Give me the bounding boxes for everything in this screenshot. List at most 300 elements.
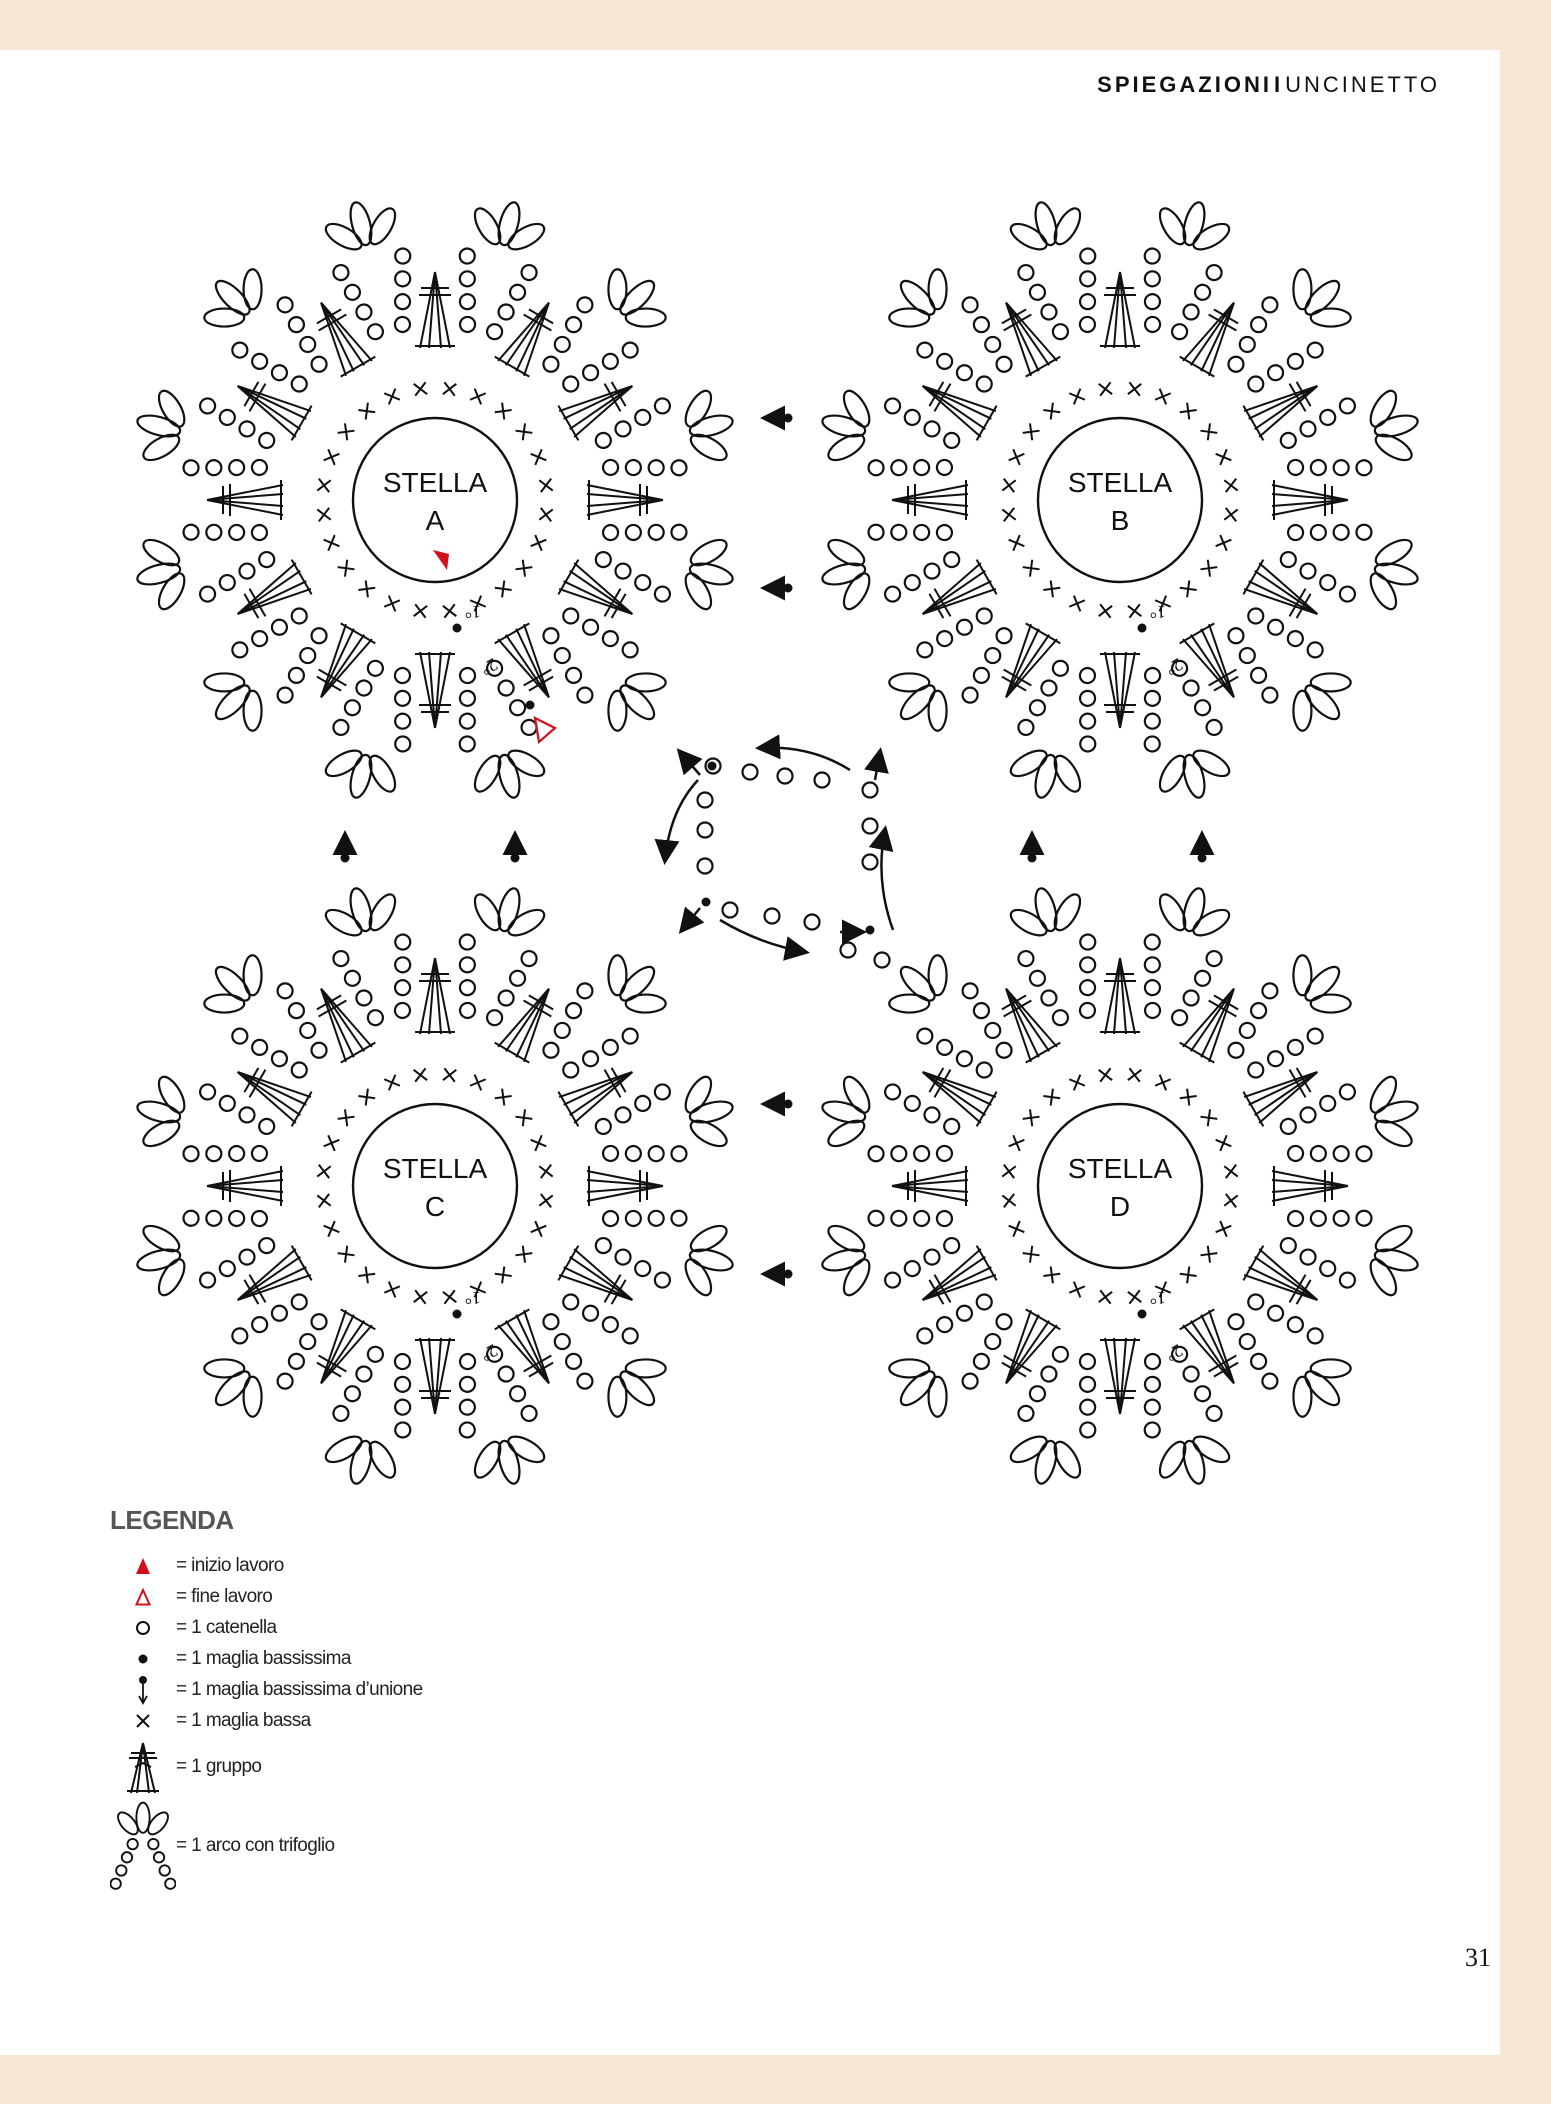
chain-mark (883, 585, 901, 603)
chain-mark (935, 458, 953, 476)
chain-mark (594, 1236, 612, 1254)
chain-mark (1286, 458, 1304, 476)
legend-text: = 1 arco con trifoglio (176, 1835, 335, 1856)
single-crochet-mark (1002, 508, 1015, 521)
chain-mark (366, 1345, 384, 1363)
chain-mark (647, 523, 665, 541)
chain-mark (600, 351, 621, 372)
chain-mark (343, 699, 361, 717)
chain-mark (1259, 685, 1280, 706)
chain-mark (250, 1144, 268, 1162)
single-crochet-mark (414, 382, 427, 395)
chain-mark (1225, 1311, 1246, 1332)
single-crochet-mark (1069, 596, 1085, 612)
cluster-mark (1100, 958, 1140, 1034)
chain-mark (601, 458, 619, 476)
chain-mark (1182, 1365, 1200, 1383)
chain-mark (594, 550, 612, 568)
chain-mark (624, 1209, 642, 1227)
chain-mark (1355, 459, 1373, 477)
legend-item-chain (110, 1612, 710, 1643)
chain-mark (993, 1311, 1014, 1332)
chain-mark (580, 362, 601, 383)
single-crochet-mark (1155, 389, 1171, 405)
single-crochet-mark (1002, 479, 1015, 492)
single-crochet-mark (414, 1290, 427, 1303)
legend-text: = 1 maglia bassa (176, 1709, 311, 1731)
chain-mark (355, 679, 373, 697)
chain-mark (289, 1059, 310, 1080)
chain-mark (890, 523, 908, 541)
legend-text: = 1 gruppo (176, 1756, 262, 1777)
legend-text: = 1 catenella (176, 1616, 277, 1638)
chain-mark (1265, 362, 1286, 383)
chain-mark (903, 1259, 921, 1277)
chain-mark (959, 294, 980, 315)
single-crochet-mark (443, 382, 456, 395)
chain-mark (218, 573, 236, 591)
single-crochet-mark (338, 1246, 355, 1263)
single-crochet-mark (1200, 560, 1217, 577)
chain-mark (580, 1048, 601, 1069)
single-crochet-mark (384, 596, 400, 612)
single-crochet-mark (1180, 403, 1197, 420)
chain-mark (841, 943, 856, 958)
chain-mark (1279, 431, 1297, 449)
chain-mark (274, 294, 295, 315)
chain-mark (1143, 247, 1161, 265)
chain-mark (552, 1331, 573, 1352)
chain-mark (540, 1311, 561, 1332)
slip-stitch-mark (702, 898, 711, 907)
chain-mark (867, 1209, 885, 1227)
chain-mark (1143, 292, 1161, 310)
chain-mark (620, 639, 641, 660)
legend-item-sc (110, 1705, 710, 1736)
chain-mark (289, 373, 310, 394)
direction-arrow (680, 752, 700, 775)
chain-mark (1205, 718, 1223, 736)
chain-mark (458, 270, 476, 288)
star-letter-label: D (1109, 1191, 1131, 1222)
round-label: 2° (477, 654, 502, 680)
chain-mark (274, 1371, 295, 1392)
chain-mark (286, 1351, 307, 1372)
slip-stitch-mark (1138, 624, 1147, 633)
chain-mark (205, 1209, 223, 1227)
chain-mark (332, 718, 350, 736)
chain-mark (332, 1404, 350, 1422)
chain-mark (250, 523, 268, 541)
header-separator: I (1273, 72, 1284, 97)
chain-mark (1028, 699, 1046, 717)
single-crochet-mark (317, 1194, 330, 1207)
chain-mark (343, 283, 361, 301)
chain-mark (574, 1371, 595, 1392)
chain-mark (959, 685, 980, 706)
star-letter-label: B (1110, 505, 1130, 536)
chain-mark (601, 1144, 619, 1162)
chain-mark (218, 1259, 236, 1277)
chain-mark (458, 1375, 476, 1393)
chain-mark (458, 978, 476, 996)
chain-mark (1225, 625, 1246, 646)
chain-mark (867, 1145, 885, 1163)
chain-mark (1225, 354, 1246, 375)
cluster-mark (1100, 272, 1140, 348)
chain-mark (485, 1009, 503, 1027)
chain-mark (890, 1209, 908, 1227)
chain-mark (934, 1037, 955, 1058)
page-number: 31 (1465, 1943, 1491, 1972)
chain-mark (1182, 303, 1200, 321)
single-crochet-mark (414, 604, 427, 617)
chain-mark (1079, 247, 1097, 265)
chain-mark (974, 605, 995, 626)
round-label: 1° (464, 602, 481, 622)
single-crochet-mark (317, 479, 330, 492)
chain-mark (601, 523, 619, 541)
single-crochet-mark (1009, 1135, 1025, 1151)
chain-mark (1309, 458, 1327, 476)
chain-mark (993, 1040, 1014, 1061)
legend-text: = inizio lavoro (176, 1554, 284, 1576)
single-crochet-mark (1128, 1068, 1141, 1081)
cluster-mark (415, 652, 455, 728)
chain-mark (594, 431, 612, 449)
chain-mark (1143, 666, 1161, 684)
chain-mark (1143, 956, 1161, 974)
single-crochet-mark (1224, 508, 1237, 521)
chain-mark (1237, 1020, 1258, 1041)
single-crochet-mark (1043, 1089, 1060, 1106)
chain-mark (227, 1209, 245, 1227)
chain-mark (508, 283, 526, 301)
chain-mark (1319, 1094, 1337, 1112)
chain-mark (1309, 1144, 1327, 1162)
join-slip-stitch-mark (341, 854, 350, 863)
single-crochet-mark (1099, 1068, 1112, 1081)
chain-mark (923, 1106, 941, 1124)
cluster-mark (587, 1166, 663, 1206)
chain-mark (520, 1404, 538, 1422)
chain-mark (863, 783, 878, 798)
chain-mark (497, 303, 515, 321)
chain-mark (458, 1352, 476, 1370)
single-crochet-mark (358, 1266, 375, 1283)
star-center-ring (1038, 418, 1202, 582)
chain-mark (1182, 989, 1200, 1007)
chain-mark (229, 639, 250, 660)
chain-mark (1319, 1259, 1337, 1277)
chain-mark (238, 420, 256, 438)
chain-mark (1205, 1404, 1223, 1422)
chain-mark (1028, 969, 1046, 987)
cluster-mark (587, 480, 663, 520)
chain-mark (229, 1025, 250, 1046)
join-slip-stitch-mark (511, 854, 520, 863)
chain-mark (485, 323, 503, 341)
join-slip-stitch-mark (784, 1270, 793, 1279)
chain-mark (1078, 1001, 1096, 1019)
chain-mark (227, 1144, 245, 1162)
chain-mark (1040, 989, 1058, 1007)
join-slip-stitch-mark (784, 584, 793, 593)
single-crochet-mark (1128, 604, 1141, 617)
single-crochet-mark (515, 1246, 532, 1263)
chain-mark (815, 773, 830, 788)
chain-mark (508, 1385, 526, 1403)
single-crochet-mark (1224, 479, 1237, 492)
chain-mark (647, 458, 665, 476)
chain-mark (198, 1271, 216, 1289)
chain-mark (393, 956, 411, 974)
chain-mark (1143, 689, 1161, 707)
chain-mark (458, 247, 476, 265)
chain-mark (1079, 1421, 1097, 1439)
chain-mark (954, 1303, 975, 1324)
chain-mark (508, 699, 526, 717)
chain-mark (647, 1144, 665, 1162)
chain-mark (393, 666, 411, 684)
chain-mark (458, 735, 476, 753)
single-crochet-mark (384, 1075, 400, 1091)
chain-mark (393, 270, 411, 288)
chain-mark (1338, 585, 1356, 603)
chain-mark (982, 334, 1003, 355)
cluster-mark (1100, 1338, 1140, 1414)
single-crochet-mark (1180, 580, 1197, 597)
star-letter-label: A (425, 505, 445, 536)
direction-arrow (665, 780, 698, 860)
single-crochet-mark (317, 1165, 330, 1178)
chain-mark (1079, 735, 1097, 753)
chain-mark (540, 354, 561, 375)
chain-mark (1017, 263, 1035, 281)
chain-mark (250, 1209, 268, 1227)
single-crochet-mark (495, 1089, 512, 1106)
chain-mark (227, 458, 245, 476)
chain-mark (393, 1001, 411, 1019)
chain-mark (1028, 1385, 1046, 1403)
chain-mark (923, 562, 941, 580)
chain-mark (1248, 314, 1269, 335)
chain-mark (289, 1291, 310, 1312)
direction-arrow (881, 830, 893, 930)
join-slip-stitch-icon (110, 1675, 176, 1705)
chain-mark (393, 712, 411, 730)
single-crochet-mark (1023, 1109, 1040, 1126)
chain-mark (1286, 523, 1304, 541)
chain-mark (458, 933, 476, 951)
single-crochet-mark (1224, 1165, 1237, 1178)
chain-mark (971, 314, 992, 335)
chain-mark (1040, 303, 1058, 321)
star-center-ring (353, 1104, 517, 1268)
chain-mark (1319, 408, 1337, 426)
chain-mark (1332, 458, 1350, 476)
single-crochet-mark (515, 1109, 532, 1126)
chain-mark (458, 1421, 476, 1439)
chain-mark (366, 1009, 384, 1027)
legend-text: = fine lavoro (176, 1585, 273, 1607)
chain-mark (297, 1020, 318, 1041)
chain-mark (993, 354, 1014, 375)
chain-mark (394, 933, 412, 951)
chain-mark (366, 323, 384, 341)
round-label: 1° (1149, 1288, 1166, 1308)
chain-mark (935, 523, 953, 541)
chain-mark (971, 1000, 992, 1021)
legend-item-start (110, 1550, 710, 1581)
single-crochet-mark (1043, 580, 1060, 597)
chain-mark (943, 431, 961, 449)
chain-mark (332, 263, 350, 281)
cluster-mark (1100, 652, 1140, 728)
chain-mark (355, 303, 373, 321)
chain-mark (560, 373, 581, 394)
star-d (812, 878, 1428, 1494)
single-crochet-mark (1043, 1266, 1060, 1283)
cluster-mark (207, 1166, 283, 1206)
chain-mark (1078, 689, 1096, 707)
chain-mark (249, 1037, 270, 1058)
chain-mark (1143, 1375, 1161, 1393)
chain-mark (182, 1145, 200, 1163)
chain-mark (1259, 980, 1280, 1001)
chain-mark (723, 903, 738, 918)
chain-mark (614, 1106, 632, 1124)
single-crochet-mark (338, 423, 355, 440)
single-crochet-mark (443, 604, 456, 617)
chain-mark (560, 1291, 581, 1312)
chain-mark (1040, 1365, 1058, 1383)
chain-mark (867, 459, 885, 477)
chain-mark (1338, 397, 1356, 415)
chain-mark (355, 989, 373, 1007)
single-crochet-mark (358, 580, 375, 597)
single-crochet-mark (324, 1221, 340, 1237)
single-crochet-mark (515, 423, 532, 440)
star-letter-label: C (424, 1191, 446, 1222)
chain-icon (110, 1620, 176, 1636)
single-crochet-mark (1216, 1135, 1232, 1151)
chain-mark (875, 953, 890, 968)
single-crochet-mark (443, 1290, 456, 1303)
chain-mark (867, 523, 885, 541)
chain-mark (1143, 712, 1161, 730)
chain-mark (1285, 628, 1306, 649)
chain-mark (308, 1311, 329, 1332)
trefoil-arch-icon (110, 1798, 176, 1894)
chain-mark (458, 956, 476, 974)
chain-mark (269, 617, 290, 638)
chain-mark (393, 1375, 411, 1393)
chain-mark (274, 980, 295, 1001)
chain-mark (1259, 294, 1280, 315)
single-crochet-mark (470, 389, 486, 405)
chain-mark (1143, 270, 1161, 288)
chain-mark (1205, 263, 1223, 281)
single-crochet-mark (470, 1075, 486, 1091)
single-crochet-mark (539, 1165, 552, 1178)
chain-mark (286, 314, 307, 335)
chain-mark (1305, 1025, 1326, 1046)
join-slip-stitch-mark (784, 1100, 793, 1109)
chain-mark (971, 665, 992, 686)
chain-mark (249, 1314, 270, 1335)
legend-text: = 1 maglia bassissima d’unione (176, 1678, 423, 1700)
chain-mark (574, 980, 595, 1001)
chain-mark (458, 292, 476, 310)
chain-mark (971, 1351, 992, 1372)
chain-mark (1286, 1144, 1304, 1162)
single-crochet-mark (1043, 403, 1060, 420)
chain-mark (205, 523, 223, 541)
chain-mark (1193, 1385, 1211, 1403)
chain-mark (1078, 666, 1096, 684)
chain-mark (1078, 978, 1096, 996)
chain-mark (1205, 949, 1223, 967)
chain-mark (1279, 550, 1297, 568)
chain-mark (458, 315, 476, 333)
single-crochet-mark (324, 449, 340, 465)
chain-mark (614, 420, 632, 438)
legend-item-join (110, 1674, 710, 1705)
chain-mark (698, 859, 713, 874)
cluster-mark (415, 1338, 455, 1414)
single-crochet-mark (1180, 1266, 1197, 1283)
chain-mark (393, 1398, 411, 1416)
star-c (127, 878, 743, 1494)
chain-mark (653, 1083, 671, 1101)
direction-arrow (720, 920, 805, 952)
cluster-mark (415, 958, 455, 1034)
chain-mark (258, 550, 276, 568)
chain-mark (1248, 665, 1269, 686)
single-crochet-mark (1069, 389, 1085, 405)
chain-mark (923, 1248, 941, 1266)
single-crochet-mark (1216, 449, 1232, 465)
star-a (127, 192, 743, 808)
chain-mark (1279, 1236, 1297, 1254)
chain-mark (1017, 718, 1035, 736)
chain-mark (238, 1106, 256, 1124)
chain-mark (1332, 1144, 1350, 1162)
chain-mark (954, 362, 975, 383)
chain-mark (1028, 283, 1046, 301)
chain-mark (954, 1048, 975, 1069)
chain-mark (620, 339, 641, 360)
chain-mark (249, 628, 270, 649)
single-crochet-mark (414, 1068, 427, 1081)
chain-mark (1143, 735, 1161, 753)
chain-mark (778, 769, 793, 784)
chain-mark (1299, 1248, 1317, 1266)
chain-mark (1305, 339, 1326, 360)
chain-mark (890, 458, 908, 476)
chain-mark (1051, 323, 1069, 341)
chain-mark (497, 989, 515, 1007)
chain-mark (198, 1083, 216, 1101)
chain-mark (1078, 1375, 1096, 1393)
chain-mark (954, 617, 975, 638)
star-center-ring (1038, 1104, 1202, 1268)
slip-stitch-icon (110, 1653, 176, 1665)
chain-mark (765, 909, 780, 924)
chain-mark (269, 1303, 290, 1324)
chain-mark (634, 1259, 652, 1277)
